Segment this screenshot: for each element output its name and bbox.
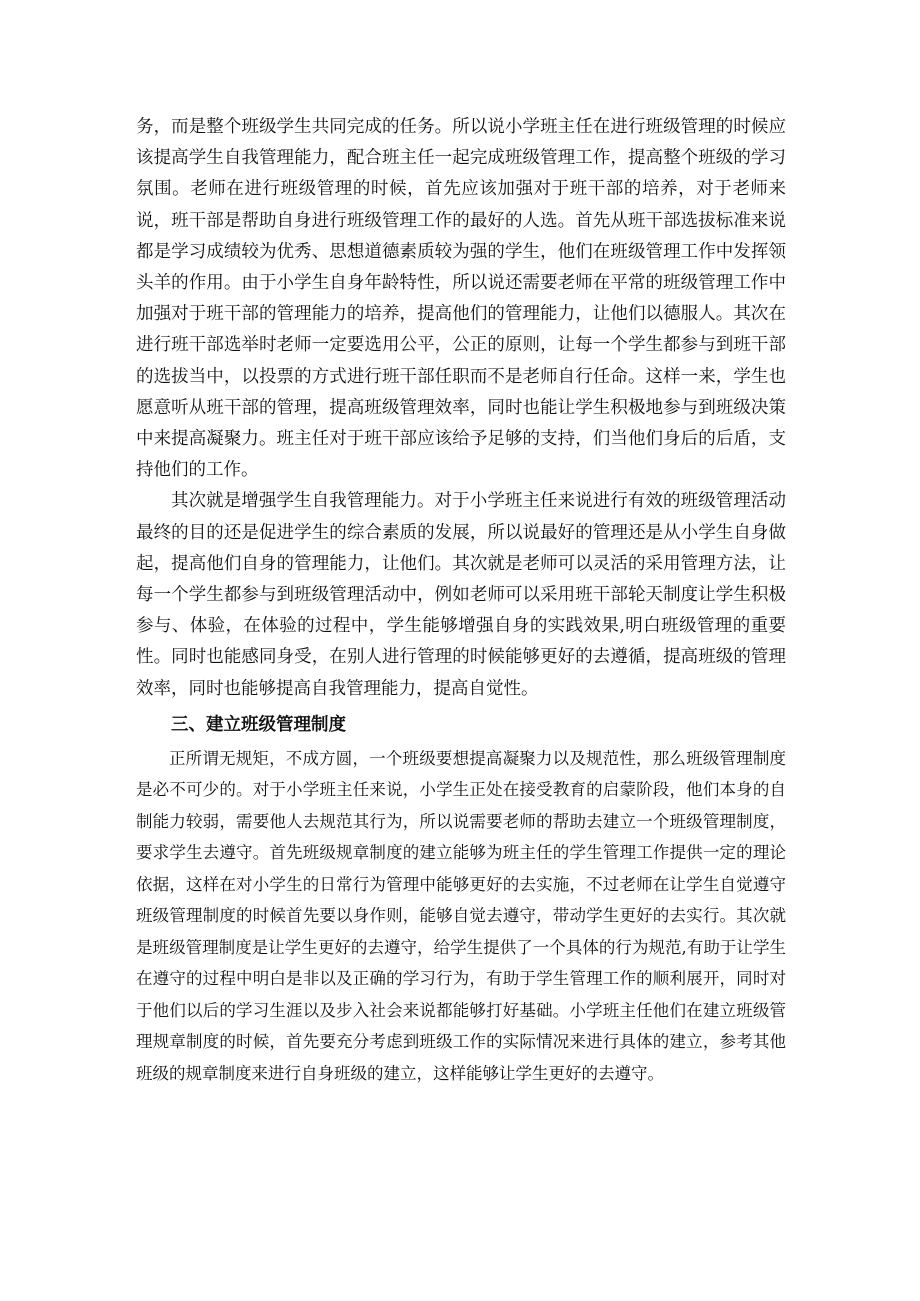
section-heading-management-system: 三、建立班级管理制度 (171, 714, 346, 735)
document-page (136, 112, 786, 1089)
paragraph-management-system: 正所谓无规矩，不成方圆，一个班级要想提高凝聚力以及规范性，那么班级管理制度是必不可少的。对于小学班主任来说，小学生正处在接受教育的启蒙阶段，他们本身的自制能力较弱，需要他人去规范其行为，所以说需要老师的帮助去建立一个班级管理制度，要求学生去遵守。首先班级规章制度的建立能够为班主任的学生管理工作提供一定的理论依据，这样在对小学生的日常行为管理中能够更好的去实施，不过老师在让学生自觉遵守班级管理制度的时候首先要以身作则，能够自觉去遵守，带动学生更好的去实行。其次就是班级管理制度是让学生更好的去遵守，给学生提供了一个具体的行为规范,有助于让学生在遵守的过程中明白是非以及正确的学习行为，有助于学生管理工作的顺利展开，同时对于他们以后的学习生涯以及步入社会来说都能够打好基础。小学班主任他们在建立班级管理规章制度的时候，首先要充分考虑到班级工作的实际情况来进行具体的建立，参考其他班级的规章制度来进行自身班级的建立，这样能够让学生更好的去遵守。 (136, 748, 786, 1083)
paragraph-self-management: 其次就是增强学生自我管理能力。对于小学班主任来说进行有效的班级管理活动最终的目的还是促进学生的综合素质的发展，所以说最好的管理还是从小学生自身做起，提高他们自身的管理能力，让他们。其次就是老师可以灵活的采用管理方法，让每一个学生都参与到班级管理活动中，例如老师可以采用班干部轮天制度让学生积极参与、体验，在体验的过程中，学生能够增强自身的实践效果,明白班级管理的重要性。同时也能感同身受，在别人进行管理的时候能够更好的去遵循，提高班级的管理效率，同时也能够提高自我管理能力，提高自觉性。 (136, 491, 786, 699)
paragraph-class-cadre-training: 务，而是整个班级学生共同完成的任务。所以说小学班主任在进行班级管理的时候应该提高学生自我管理能力，配合班主任一起完成班级管理工作，提高整个班级的学习氛围。老师在进行班级管理的时候，首先应该加强对于班干部的培养，对于老师来说，班干部是帮助自身进行班级管理工作的最好的人选。首先从班干部选拔标准来说都是学习成绩较为优秀、思想道德素质较为强的学生，他们在班级管理工作中发挥领头羊的作用。由于小学生自身年龄特性，所以说还需要老师在平常的班级管理工作中加强对于班干部的管理能力的培养，提高他们的管理能力，让他们以德服人。其次在进行班干部选举时老师一定要选用公平，公正的原则，让每一个学生都参与到班干部的选拔当中，以投票的方式进行班干部任职而不是老师自行任命。这样一来，学生也愿意听从班干部的管理，提高班级管理效率，同时也能让学生积极地参与到班级决策中来提高凝聚力。班主任对于班干部应该给予足够的支持，们当他们身后的后盾，支持他们的工作。 (136, 117, 786, 481)
